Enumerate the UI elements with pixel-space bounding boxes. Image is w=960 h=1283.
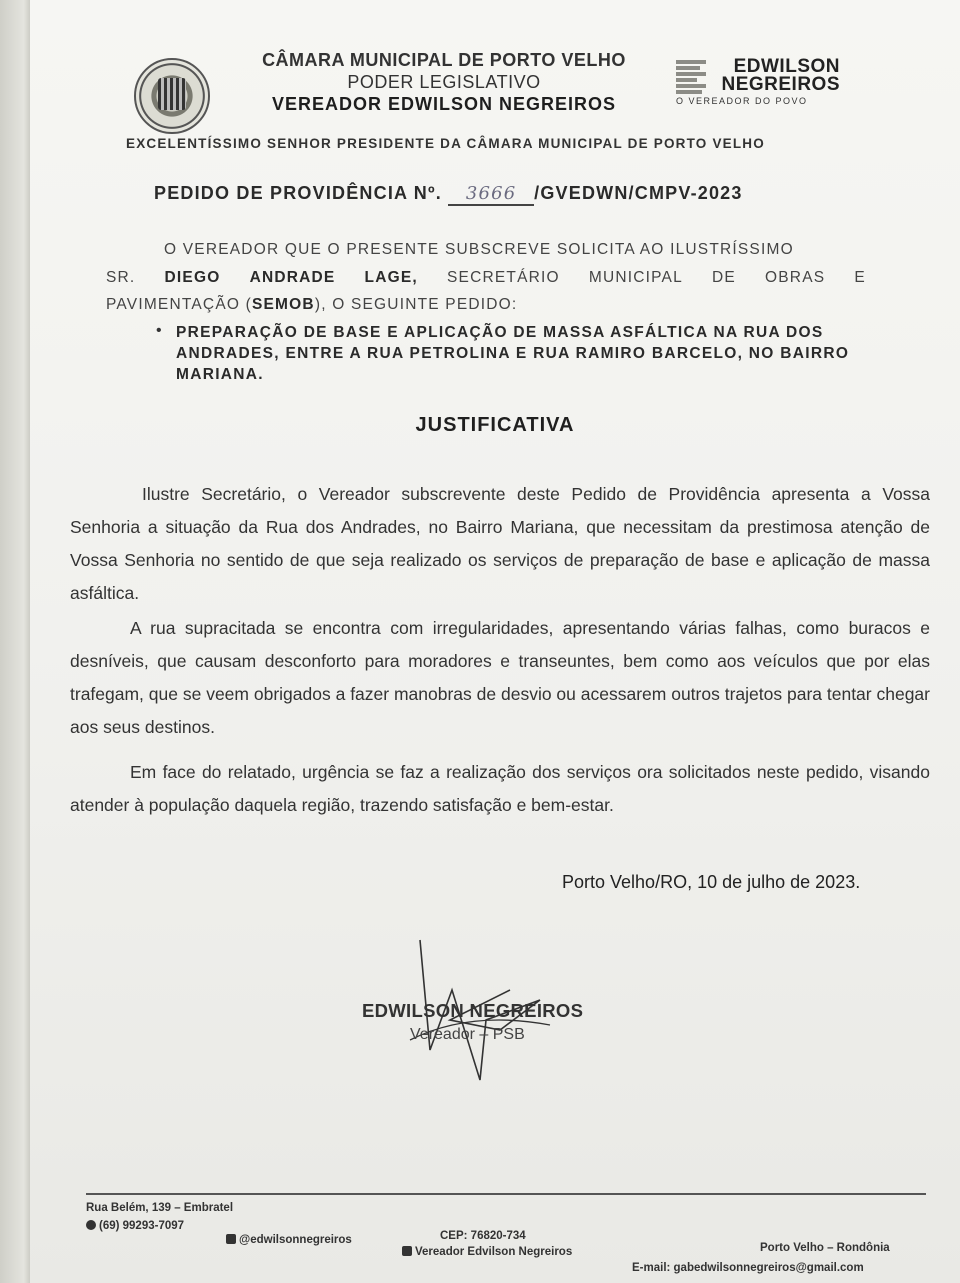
header-councilor-name: VEREADOR EDWILSON NEGREIROS	[271, 94, 617, 114]
logo-last-name: NEGREIROS	[721, 74, 840, 95]
footer-facebook	[402, 1246, 572, 1258]
intro-line-1: O VEREADOR QUE O PRESENTE SUBSCREVE SOLICITA AO ILUSTRÍSSIMO	[164, 241, 794, 258]
intro-line-3	[106, 292, 866, 318]
intro-word: MUNICIPAL	[588, 269, 683, 286]
reference-suffix: /GVEDWN/CMPV-2023	[534, 183, 743, 203]
justification-paragraph-2: A rua supracitada se encontra com irregularidades, apresentando várias falhas, como buracos e desníveis, que causam desconforto para moradores e transeuntes, bem como aos veículos que por elas trafegam, que se veem obrigados a fazer manobras de desvio ou acessarem outros trajetos para tentar chegar aos seus destinos.	[70, 618, 930, 737]
justification-paragraph-3: Em face do relatado, urgência se faz a realização dos serviços ora solicitados neste pedido, visando atender à população daquela região, trazendo satisfação e bem-estar.	[70, 762, 930, 815]
intro-word: SR.	[106, 269, 136, 286]
chamber-seal-icon	[134, 58, 210, 134]
footer-instagram-text: @edwilsonnegreiros	[239, 1234, 352, 1246]
signer-role: Vereador – PSB	[410, 1026, 525, 1043]
intro-word: DE	[711, 269, 736, 286]
footer-instagram	[226, 1234, 352, 1246]
reference-number: 3666	[448, 183, 534, 206]
intro-word: LAGE,	[364, 269, 418, 286]
header-chamber-name: CÂMARA MUNICIPAL DE PORTO VELHO	[262, 50, 626, 70]
councilor-logo	[710, 58, 840, 94]
intro-text: PAVIMENTAÇÃO (	[106, 296, 252, 313]
header-legislative-power: PODER LEGISLATIVO	[347, 72, 541, 92]
reference-prefix: PEDIDO DE PROVIDÊNCIA Nº.	[154, 183, 442, 203]
intro-line-2	[106, 265, 866, 291]
signer-name: EDWILSON NEGREIROS	[362, 1000, 584, 1021]
justification-paragraph-1: Ilustre Secretário, o Vereador subscrevente deste Pedido de Providência apresenta a Vossa Senhoria a situação da Rua dos Andrades, no Bairro Mariana, que necessitam da prestimosa atenção de Vossa Senhoria no sentido de que seja realizado os serviços de preparação de base e aplicação de massa asfáltica.	[70, 484, 930, 603]
intro-word: E	[854, 269, 866, 286]
intro-word: DIEGO	[164, 269, 221, 286]
request-item: PREPARAÇÃO DE BASE E APLICAÇÃO DE MASSA ASFÁLTICA NA RUA DOS ANDRADES, ENTRE A RUA PETROLINA E RUA RAMIRO BARCELO, NO BAIRRO MARIANA.	[176, 324, 850, 383]
intro-word: SECRETÁRIO	[447, 269, 560, 286]
instagram-icon	[226, 1234, 236, 1244]
footer-cep: CEP: 76820-734	[440, 1230, 526, 1242]
document-page	[30, 0, 960, 1283]
footer-city: Porto Velho – Rondônia	[760, 1242, 890, 1254]
intro-text: ), O SEGUINTE PEDIDO:	[314, 296, 518, 313]
logo-first-name: EDWILSON	[733, 56, 840, 77]
date-line: Porto Velho/RO, 10 de julho de 2023.	[562, 872, 861, 892]
footer-facebook-text: Vereador Edvilson Negreiros	[415, 1246, 573, 1258]
footer-phone	[86, 1220, 184, 1232]
bullet-icon: •	[156, 322, 162, 339]
intro-word: OBRAS	[765, 269, 826, 286]
facebook-icon	[402, 1246, 412, 1256]
footer-divider	[86, 1193, 926, 1195]
intro-word: ANDRADE	[249, 269, 336, 286]
request-reference	[154, 183, 743, 206]
addressee-line: EXCELENTÍSSIMO SENHOR PRESIDENTE DA CÂMARA MUNICIPAL DE PORTO VELHO	[126, 136, 765, 151]
justification-title: JUSTIFICATIVA	[415, 414, 575, 436]
footer-phone-text: (69) 99293-7097	[99, 1220, 185, 1232]
footer-email: E-mail: gabedwilsonnegreiros@gmail.com	[632, 1262, 864, 1274]
agency-acronym: SEMOB	[251, 296, 315, 313]
background-page-edge	[0, 0, 34, 1283]
whatsapp-icon	[86, 1220, 96, 1230]
footer-address: Rua Belém, 139 – Embratel	[86, 1202, 234, 1214]
logo-tagline: O VEREADOR DO POVO	[676, 96, 808, 106]
